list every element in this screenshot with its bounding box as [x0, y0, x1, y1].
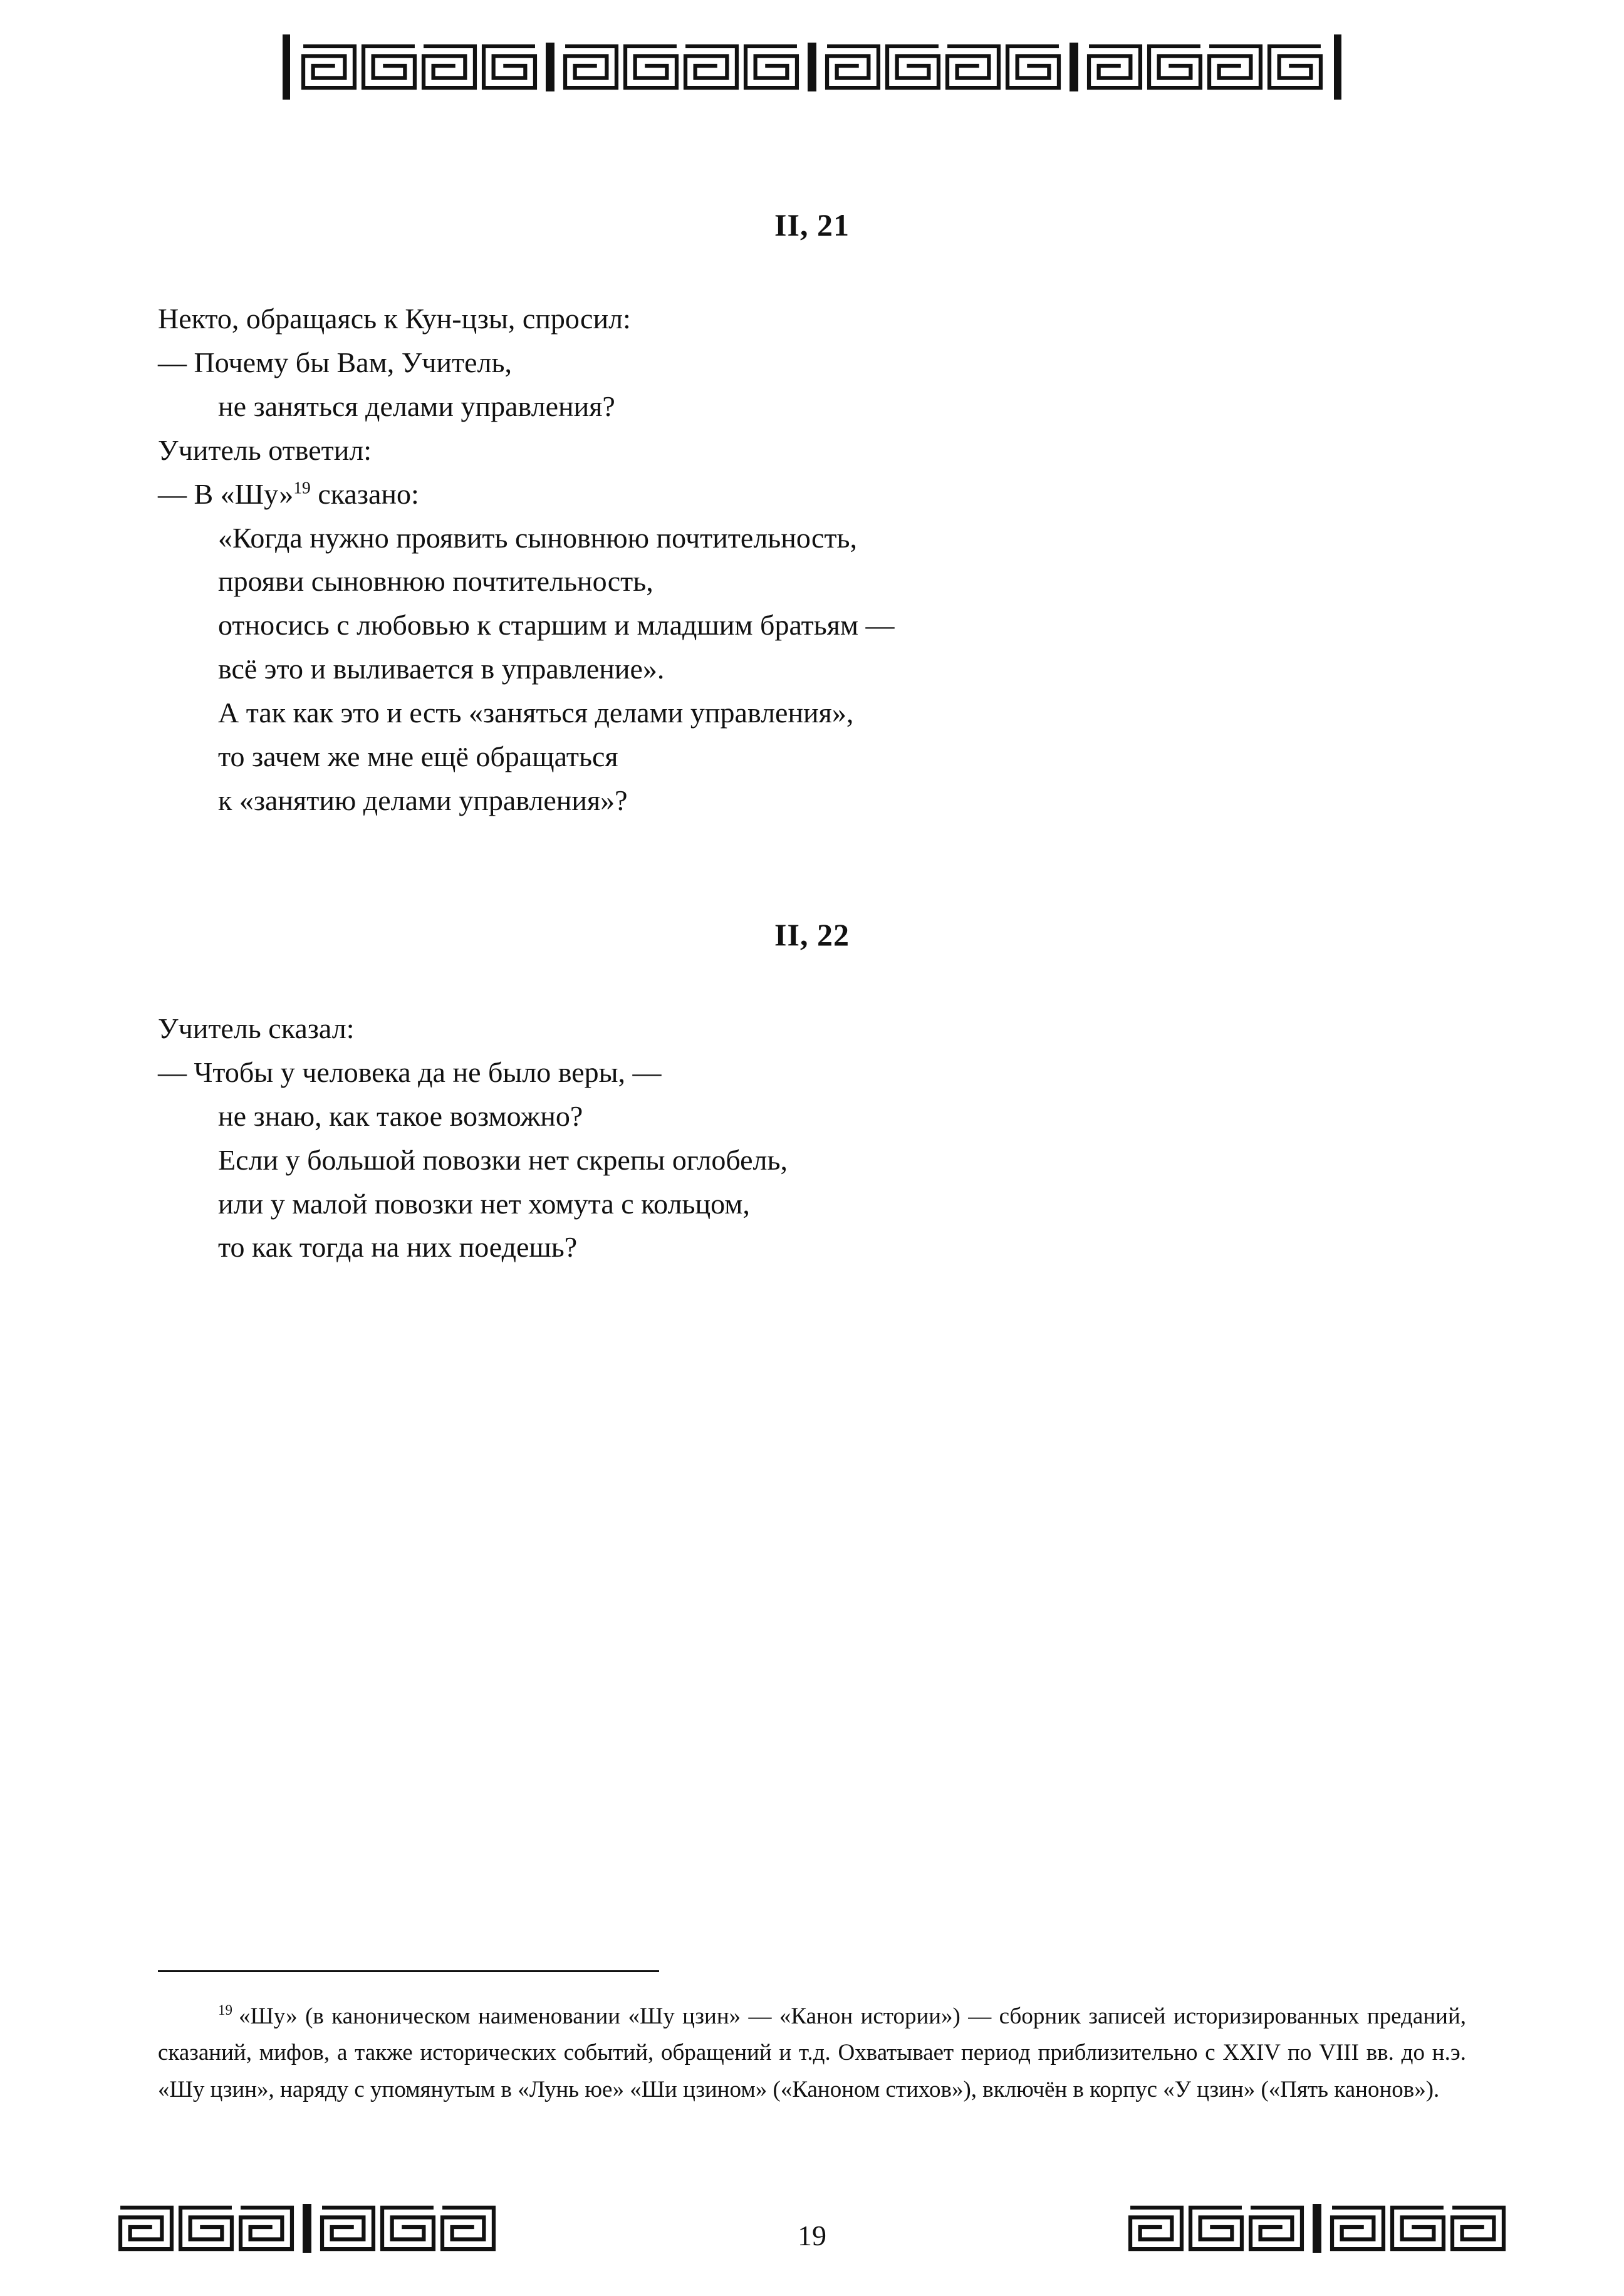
footnote-number: 19: [218, 2002, 232, 2018]
footnote-zone: [158, 1970, 1466, 2108]
verse-line: А так как это и есть «заняться делами управления»,: [218, 697, 854, 729]
greek-key-motif: [943, 43, 1003, 91]
page-number: 19: [798, 2220, 826, 2252]
verse-line: то зачем же мне ещё обращаться: [218, 740, 618, 773]
greek-key-motif: [561, 43, 621, 91]
ornament-bar: [283, 34, 290, 100]
greek-key-motif: [741, 43, 801, 91]
verse-line-text: — В «Шу»: [158, 477, 294, 510]
verse-line: Учитель сказал:: [158, 1012, 355, 1044]
section-title-1: II, 21: [774, 207, 850, 242]
page-content: [158, 207, 1466, 1269]
section-title-2: II, 22: [774, 917, 850, 952]
verse-line: Учитель ответил:: [158, 434, 372, 466]
greek-key-motif: [359, 43, 419, 91]
footnote-text: [158, 1998, 1466, 2108]
greek-key-motif: [299, 43, 359, 91]
verse-line: Некто, обращаясь к Кун-цзы, спросил:: [158, 303, 631, 335]
footnote-reference[interactable]: 19: [293, 477, 311, 497]
ornament-bar: [1070, 43, 1078, 91]
greek-key-motif: [883, 43, 943, 91]
greek-key-motif: [621, 43, 681, 91]
ornament-bar: [546, 43, 554, 91]
ornament-bar: [1334, 34, 1341, 100]
verse-line: всё это и выливается в управление».: [218, 653, 665, 685]
verse-line: Если у большой повозки нет скрепы оглобель,: [218, 1143, 788, 1176]
verse-line: или у малой повозки нет хомута с кольцом,: [218, 1187, 750, 1220]
greek-key-motif: [1205, 43, 1265, 91]
verse-line-with-footnote: [158, 472, 1466, 516]
verse-line: то как тогда на них поедешь?: [218, 1231, 578, 1264]
verse-line: не заняться делами управления?: [218, 390, 615, 422]
verse-line: относись с любовью к старшим и младшим братьям —: [218, 609, 895, 642]
verse-line: не знаю, как такое возможно?: [218, 1099, 583, 1132]
footnote-body: «Шу» (в каноническом наименовании «Шу цзин» — «Канон истории») — сборник записей историзированных преданий, сказаний, мифов, а также исторических событий, обращений и т.д. Охватывает период приблизительно с XXIV по VIII вв. до н.э. «Шу цзин», наряду с упомянутым в «Лунь юе» «Ши цзином» («Каноном стихов»), включён в корпус «У цзин» («Пять канонов»).: [158, 2003, 1466, 2102]
greek-key-motif: [1265, 43, 1325, 91]
verse-block-2: [158, 1007, 1466, 1269]
verse-block-1: [158, 297, 1466, 823]
greek-key-motif: [1085, 43, 1145, 91]
greek-key-motif: [419, 43, 479, 91]
greek-key-motif: [681, 43, 741, 91]
verse-line: — Почему бы Вам, Учитель,: [158, 346, 512, 378]
verse-line: к «занятию делами управления»?: [218, 784, 628, 816]
greek-key-motif: [1003, 43, 1063, 91]
verse-line: прояви сыновнюю почтительность,: [218, 565, 653, 598]
greek-key-motif: [479, 43, 539, 91]
ornament-bar: [808, 43, 816, 91]
greek-key-ornament-top: [95, 33, 1529, 101]
footnote-separator-rule: [158, 1970, 659, 1972]
greek-key-motif: [823, 43, 883, 91]
verse-line: — Чтобы у человека да не было веры, —: [158, 1056, 662, 1088]
greek-key-motif: [1145, 43, 1205, 91]
verse-line-text-after: сказано:: [310, 477, 419, 510]
verse-line: «Когда нужно проявить сыновнюю почтительность,: [218, 521, 858, 554]
